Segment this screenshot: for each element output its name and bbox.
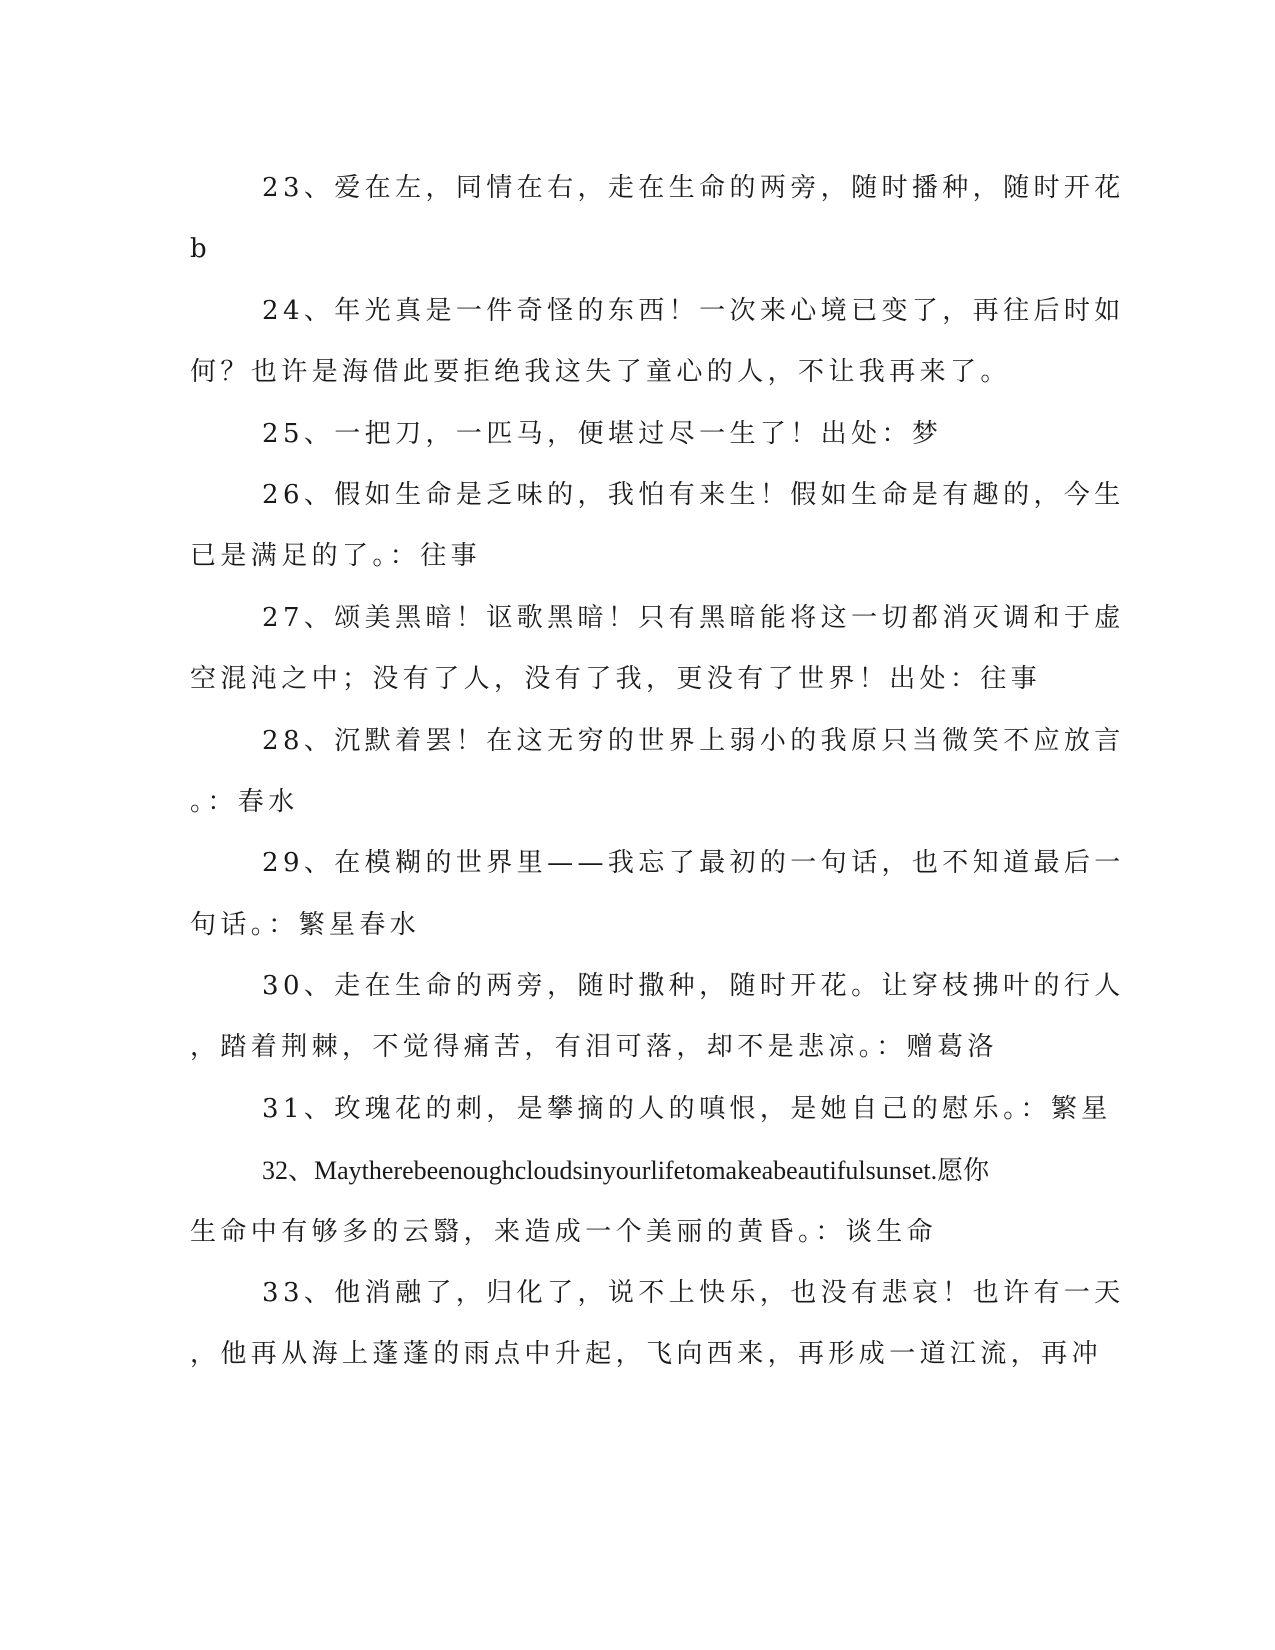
paragraph-30 xyxy=(190,956,1125,1079)
paragraph-27 xyxy=(190,588,1125,711)
paragraph-25 xyxy=(190,404,1078,465)
document-body xyxy=(190,158,1125,1386)
paragraph-line: 句话。：繁星春水 xyxy=(190,909,421,940)
paragraph-31 xyxy=(190,1079,1112,1140)
paragraph-line: 。：春水 xyxy=(190,786,299,817)
paragraph-line: 32、Maytherebeenoughcloudsinyourlifetomakeabeautifulsunset.愿你 xyxy=(262,1156,990,1186)
paragraph-28 xyxy=(190,711,1125,834)
paragraph-line: 33、他消融了，归化了，说不上快乐，也没有悲哀！也许有一天 xyxy=(262,1278,1125,1309)
paragraph-line: 已是满足的了。：往事 xyxy=(190,541,482,572)
paragraph-line: 27、颂美黑暗！讴歌黑暗！只有黑暗能将这一切都消灭调和于虚 xyxy=(262,602,1125,633)
paragraph-line: 30、走在生命的两旁，随时撒种，随时开花。让穿枝拂叶的行人 xyxy=(262,971,1125,1002)
paragraph-line: 26、假如生命是乏味的，我怕有来生！假如生命是有趣的，今生 xyxy=(262,479,1125,510)
paragraph-line: 24、年光真是一件奇怪的东西！一次来心境已变了，再往后时如 xyxy=(262,295,1125,326)
paragraph-line: 28、沉默着罢！在这无穷的世界上弱小的我原只当微笑不应放言 xyxy=(262,725,1125,756)
paragraph-line: 31、玫瑰花的刺，是攀摘的人的嗔恨，是她自己的慰乐。：繁星 xyxy=(262,1093,1112,1124)
paragraph-line: 何？也许是海借此要拒绝我这失了童心的人，不让我再来了。 xyxy=(190,357,1011,388)
paragraph-32 xyxy=(190,1140,1078,1263)
paragraph-line: 29、在模糊的世界里——我忘了最初的一句话，也不知道最后一 xyxy=(262,848,1125,879)
paragraph-26 xyxy=(190,465,1125,588)
paragraph-line: ，踏着荆棘，不觉得痛苦，有泪可落，却不是悲凉。：赠葛洛 xyxy=(190,1032,998,1063)
paragraph-line: b xyxy=(190,234,212,265)
paragraph-line: ，他再从海上蓬蓬的雨点中升起，飞向西来，再形成一道江流，再冲 xyxy=(190,1339,1103,1370)
paragraph-24 xyxy=(190,281,1125,404)
paragraph-29 xyxy=(190,833,1125,956)
paragraph-line: 23、爱在左，同情在右，走在生命的两旁，随时播种，随时开花 xyxy=(262,173,1125,203)
paragraph-line: 25、一把刀，一匹马，便堪过尽一生了！出处：梦 xyxy=(262,418,943,449)
paragraph-33 xyxy=(190,1263,1125,1386)
paragraph-line: 空混沌之中；没有了人，没有了我，更没有了世界！出处：往事 xyxy=(190,664,1042,695)
paragraph-line: 生命中有够多的云翳，来造成一个美丽的黄昏。：谈生命 xyxy=(190,1216,938,1247)
paragraph-23 xyxy=(190,158,1125,281)
